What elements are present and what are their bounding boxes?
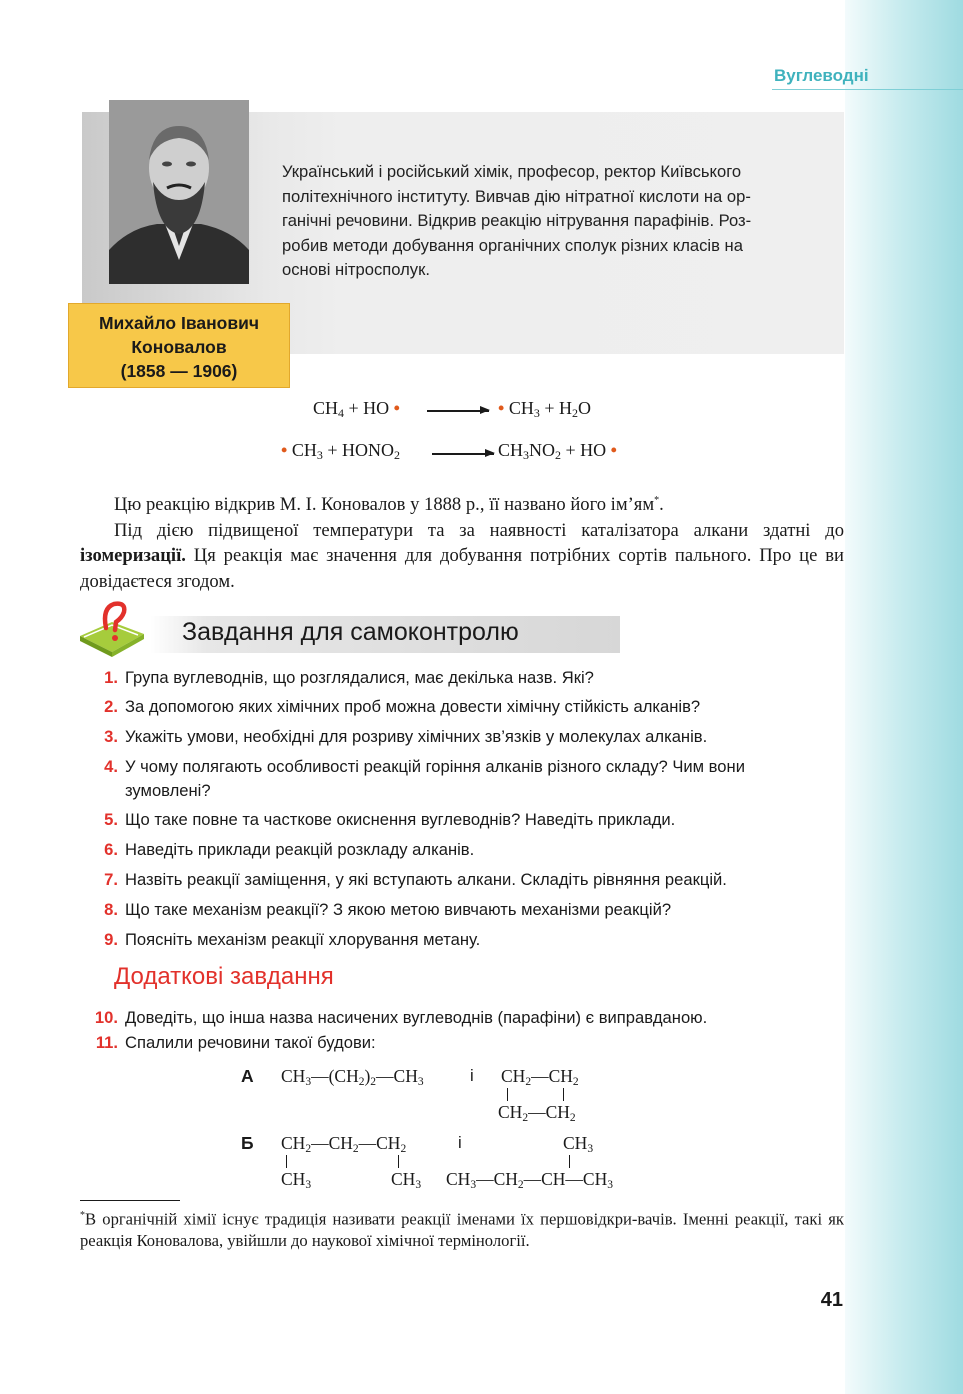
scientist-name-line1: Михайло Іванович [98, 313, 260, 333]
task-number: 4. [104, 757, 118, 776]
self-control-title: Завдання для самоконтролю [182, 618, 519, 646]
formula-label-a: А [241, 1066, 254, 1086]
body-text [80, 488, 844, 594]
formula-label-b: Б [241, 1133, 254, 1153]
paragraph-konovalov: Цю реакцію відкрив М. І. Коновалов у 1888 р., її названо його ім’ям*. [114, 494, 664, 516]
formula-a-ring-top: $CH_2—CH_2$ [501, 1066, 579, 1088]
biography-text: Український і російський хімік, професор, ректор Київського політехнічного інституту. Вивчав дію нітратної кислоти на ор- ганічні речовини. Відкрив реакцію нітрування парафінів. Роз- робив методи добування органічних сполук різних класів на основі нітросполук. [282, 162, 752, 279]
radical-dot: • [393, 398, 400, 418]
portrait-photo [109, 100, 249, 284]
task-text: Поясніть механізм реакції хлорування метану. [125, 930, 481, 949]
page-side-band [845, 0, 963, 1394]
task-number: 11. [95, 1033, 118, 1052]
reaction-arrow [427, 410, 489, 412]
formula-a-ring-bottom: $CH_2—CH_2$ [498, 1102, 576, 1124]
formula-b-substituent: $CH_3$ [391, 1169, 422, 1191]
equation-1-products: • $CH_3 + H_2O$ [498, 398, 591, 420]
task-item [80, 1006, 845, 1030]
task-item [80, 868, 845, 892]
task-number: 6. [104, 840, 118, 859]
footnote-marker: * [80, 1210, 85, 1221]
question-book-icon [78, 598, 146, 658]
term-isomerization: ізомеризації. [80, 545, 186, 567]
task-number: 9. [104, 930, 118, 949]
scientist-years: (1858 — 1906) [120, 361, 238, 381]
equation-1-reactants: $CH_4$ + HO • [313, 398, 400, 420]
running-head: Вуглеводні [774, 66, 869, 85]
task-item [80, 755, 845, 803]
footnote-marker: * [654, 495, 660, 506]
task-text: Спалили речовини такої будови: [125, 1033, 376, 1052]
page-number: 41 [820, 1289, 843, 1311]
task-item [80, 695, 845, 719]
footnote: *В органічній хімії існує традиція називати реакції іменами їх першовідкри-вачів. Іменні реакції, такі як реакція Коновалова, увійшли до наукової хімічної термінології. [80, 1209, 844, 1251]
scientist-name-box [68, 303, 290, 388]
formula-a-linear: $CH_3—(CH_2)_2—CH_3$ [281, 1066, 424, 1088]
task-number: 1. [104, 668, 118, 687]
conjunction-and: і [458, 1133, 462, 1152]
bond-line [398, 1155, 399, 1168]
task-text: Укажіть умови, необхідні для розриву хімічних зв’язків у молекулах алканів. [125, 727, 708, 746]
bond-line [563, 1088, 564, 1101]
task-item [80, 808, 845, 832]
task-text: Що таке повне та часткове окиснення вуглеводнів? Наведіть приклади. [125, 810, 676, 829]
task-number: 3. [104, 727, 118, 746]
task-number: 10. [94, 1008, 118, 1027]
task-item [80, 838, 845, 862]
formula-b-chain: $CH_2—CH_2—CH_2$ [281, 1133, 407, 1155]
task-number: 5. [104, 810, 118, 829]
equation-2-reactants: • $CH_3$ + $HONO_2$ [281, 440, 400, 462]
task-item [80, 1031, 845, 1055]
bond-line [507, 1088, 508, 1101]
bond-line [286, 1155, 287, 1168]
conjunction-and: і [470, 1066, 474, 1085]
formula-b2-top: $CH_3$ [563, 1133, 594, 1155]
task-text: Група вуглеводнів, що розглядалися, має декілька назв. Які? [125, 668, 594, 687]
task-item [80, 928, 845, 952]
task-item [80, 898, 845, 922]
radical-dot: • [498, 398, 505, 418]
formula-b2-chain: $CH_3—CH_2—CH—CH_3$ [446, 1169, 613, 1191]
task-text: Наведіть приклади реакцій розкладу алканів. [125, 840, 475, 859]
radical-dot: • [610, 440, 617, 460]
scientist-name-line2: Коновалов [131, 337, 227, 357]
task-text: За допомогою яких хімічних проб можна довести хімічну стійкість алканів? [125, 697, 701, 716]
radical-dot: • [281, 440, 288, 460]
running-head-rule [772, 89, 963, 90]
task-text: Що таке механізм реакції? З якою метою вивчають механізми реакцій? [125, 900, 672, 919]
task-item [80, 725, 845, 749]
footnote-rule [80, 1200, 180, 1201]
equation-2-products: $CH_3NO_2$ + HO • [498, 440, 617, 462]
paragraph-isomerization: Під дією підвищеної температури та за наявності каталізатора алкани здатні до ізомеризації. Ця реакція має значення для добування потрібних сортів пального. Про це ви довідаєтеся згодом. [80, 519, 844, 592]
task-number: 7. [104, 870, 118, 889]
task-text: Назвіть реакції заміщення, у які вступають алкани. Складіть рівняння реакцій. [125, 870, 727, 889]
task-text: У чому полягають особливості реакцій горіння алканів різного складу? Чим вони зумовлені? [125, 757, 745, 800]
task-number: 8. [104, 900, 118, 919]
formula-b-substituent: $CH_3$ [281, 1169, 312, 1191]
reaction-arrow [432, 453, 494, 455]
task-item [80, 666, 845, 690]
additional-tasks-title: Додаткові завдання [114, 963, 334, 990]
task-number: 2. [104, 697, 118, 716]
bond-line [569, 1155, 570, 1168]
task-text: Доведіть, що інша назва насичених вуглеводнів (парафіни) є виправданою. [125, 1008, 708, 1027]
